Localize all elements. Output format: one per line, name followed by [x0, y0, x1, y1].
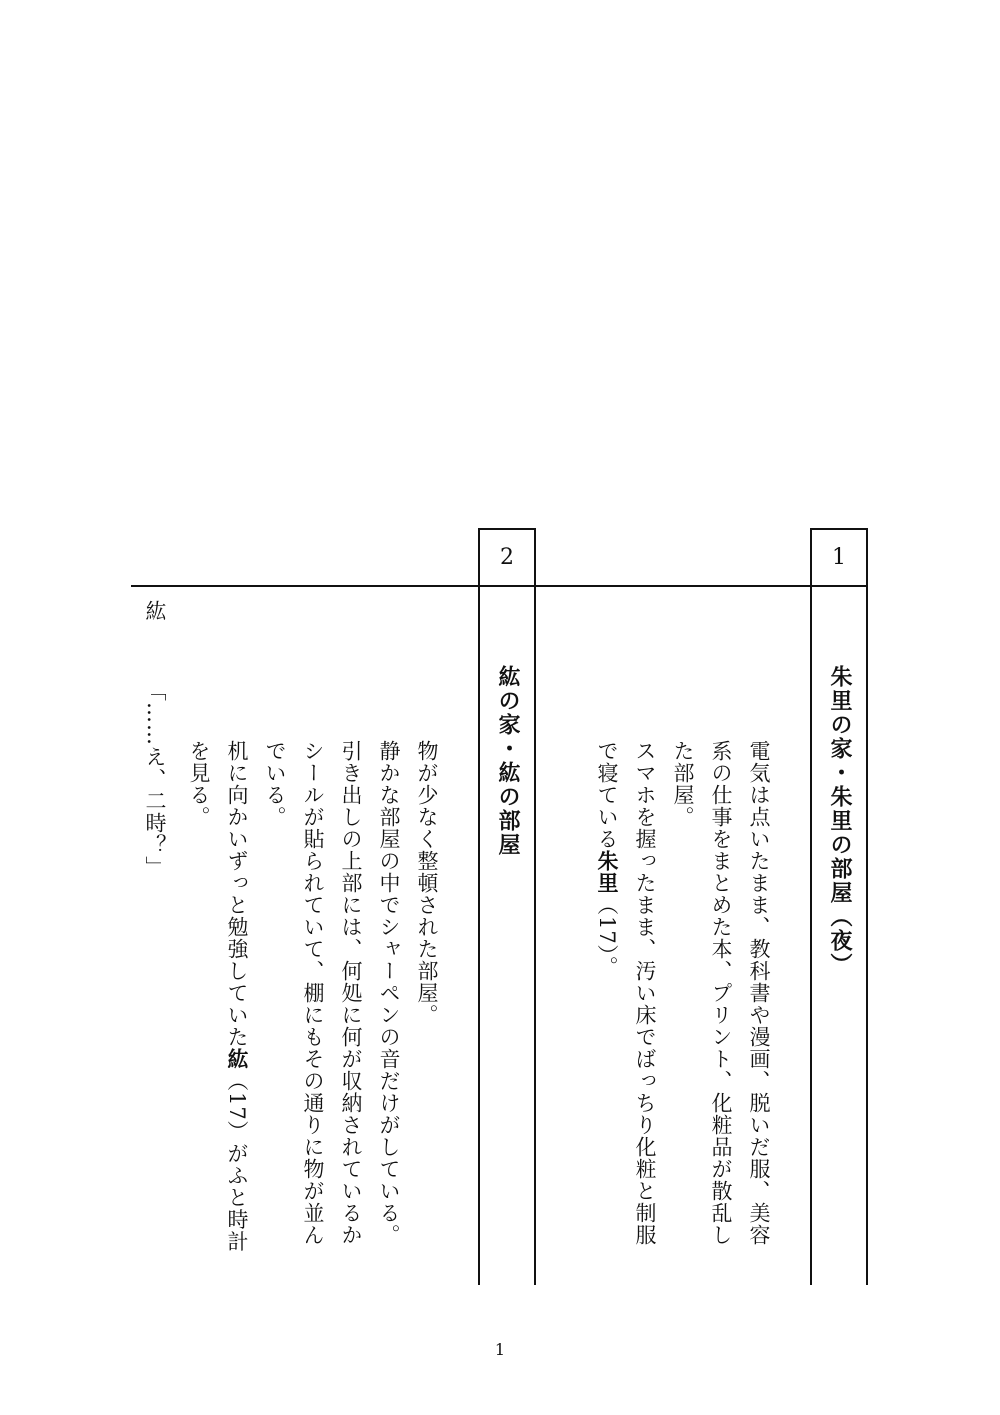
character-name-akari: 朱里	[595, 850, 619, 894]
scene-2-line-4: シールが貼られていて、棚にもその通りに物が並ん	[301, 740, 325, 1246]
scene-1-line-5	[588, 740, 626, 978]
scene-2-line-6	[218, 740, 256, 1253]
scene-1-line-3: た部屋。	[671, 740, 695, 828]
scene-2-right-line	[534, 587, 536, 1285]
dialogue-text: 「……え、二時？」	[143, 680, 167, 878]
scene-1-line-5-text: で寝ている	[595, 740, 619, 850]
page-number: 1	[494, 1340, 506, 1359]
scene-1-heading: 朱里の家・朱里の部屋（夜）	[827, 665, 852, 977]
scene-1-line-1: 電気は点いたまま、教科書や漫画、脱いだ服、美容	[747, 740, 771, 1246]
scene-2-heading: 紘の家・紘の部屋	[495, 665, 520, 857]
character-name-hiro: 紘	[225, 1048, 249, 1070]
scene-2-number-box	[478, 528, 536, 587]
scene-2-line-2: 静かな部屋の中でシャーペンの音だけがしている。	[377, 740, 401, 1246]
scene-1-line-5-rest: （17）。	[595, 894, 619, 979]
scene-2-line-6-text: 机に向かいずっと勉強していた	[225, 740, 249, 1048]
scene-2-line-3: 引き出しの上部には、何処に何が収納されているか	[339, 740, 363, 1246]
scene-1-line-2: 系の仕事をまとめた本、プリント、化粧品が散乱し	[709, 740, 733, 1246]
scene-1-left-line	[810, 587, 812, 1285]
dialogue-speaker: 紘	[143, 600, 167, 622]
scene-1-right-line	[866, 587, 868, 1285]
scene-2-left-line	[478, 587, 480, 1285]
scene-1-number-box	[810, 528, 868, 587]
scene-2-line-7: を見る。	[187, 740, 211, 828]
scene-1-number: 1	[832, 545, 846, 570]
scene-2-number: 2	[500, 545, 514, 570]
scene-2-line-5: でいる。	[263, 740, 287, 828]
scene-2-line-6-rest: （17）がふと時計	[225, 1070, 249, 1253]
scene-1-line-4: スマホを握ったまま、汚い床でばっちり化粧と制服	[633, 740, 657, 1246]
scene-2-line-1: 物が少なく整頓された部屋。	[415, 740, 439, 1026]
